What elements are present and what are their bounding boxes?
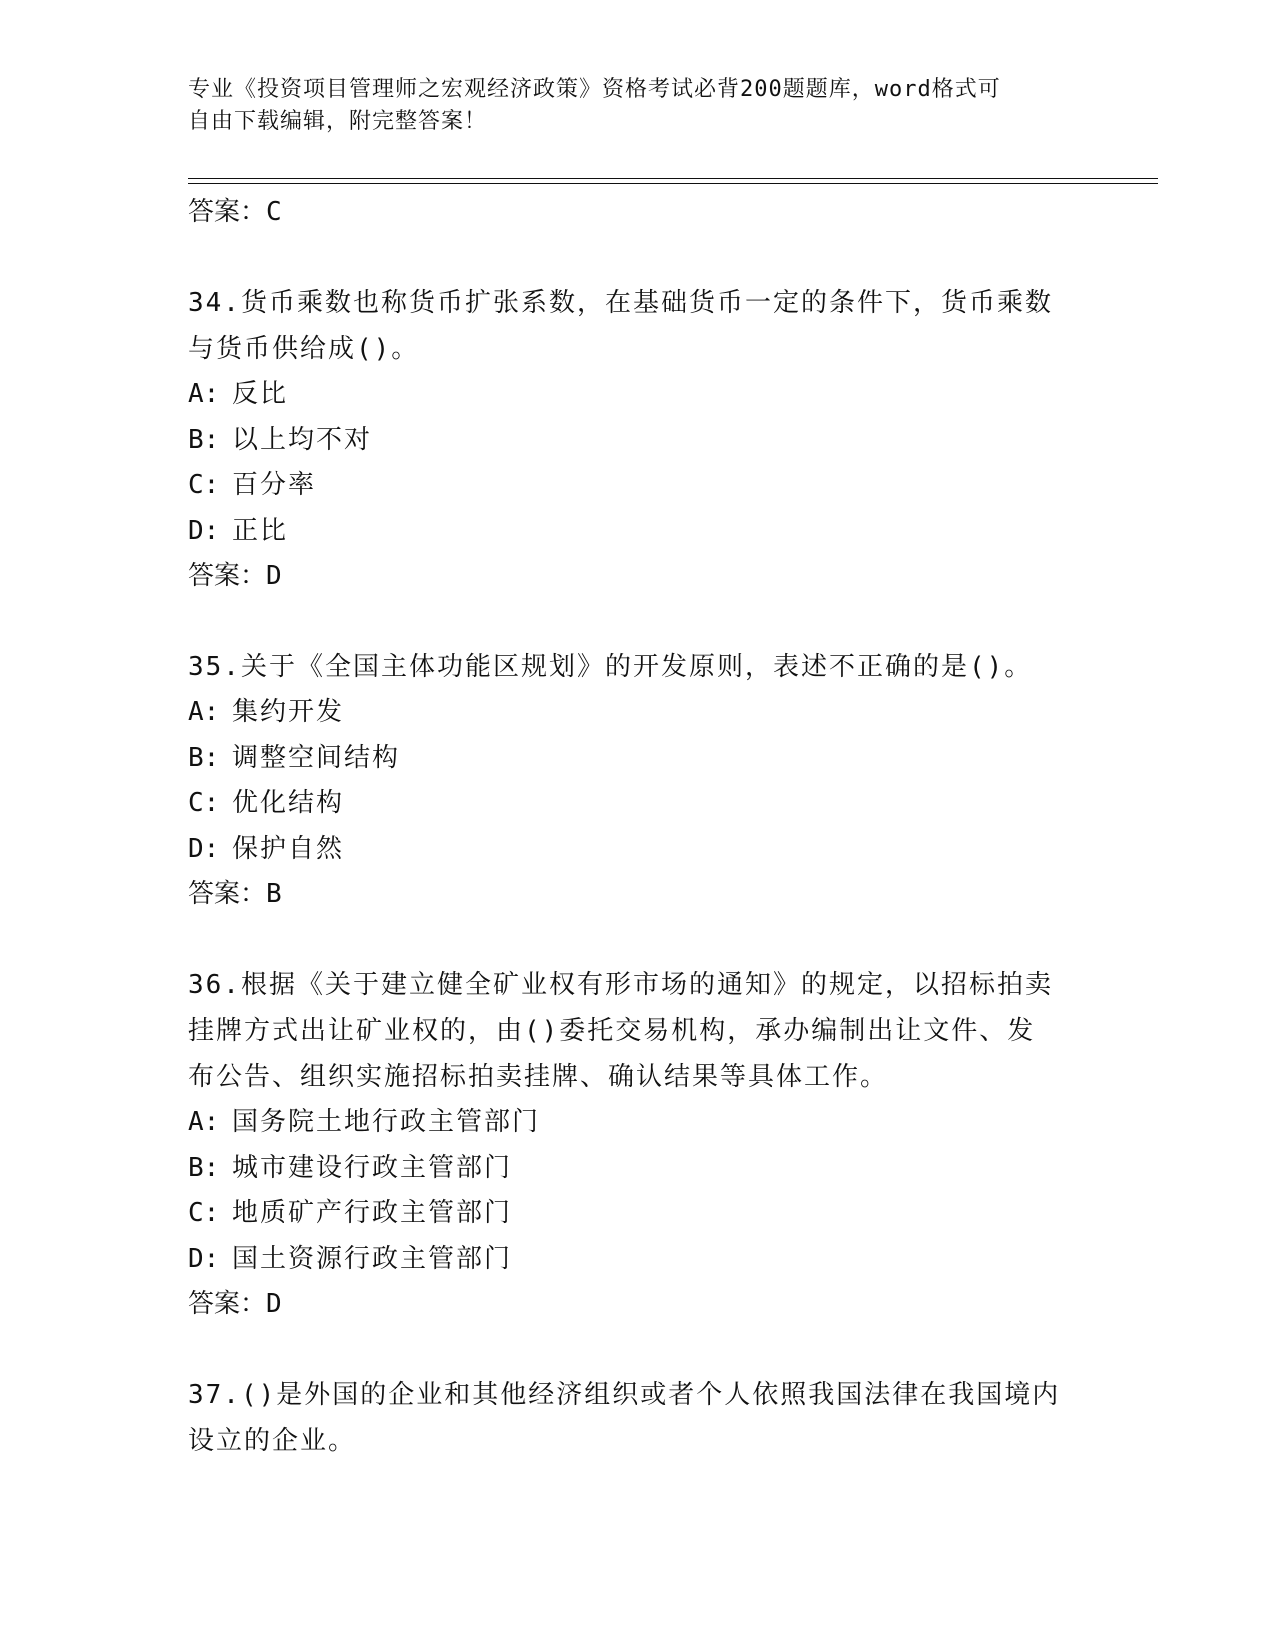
option-item (188, 509, 1088, 555)
question-gap (188, 234, 1088, 280)
option-text: 反比 (232, 379, 289, 409)
question-text-line: 与货币供给成()。 (188, 334, 420, 364)
answer-line (188, 872, 1088, 916)
option-text: 优化结构 (232, 788, 345, 818)
answer-value: C (266, 197, 282, 227)
question-block (188, 280, 1088, 598)
option-letter: A: (188, 1107, 220, 1137)
header-line-1: 专业《投资项目管理师之宏观经济政策》资格考试必背200题题库，word格式可 (188, 77, 1001, 102)
option-item (188, 463, 1088, 509)
option-letter: D: (188, 515, 220, 546)
answer-value: D (266, 1289, 282, 1319)
question-block (188, 644, 1088, 916)
header-rule-secondary (188, 183, 1158, 184)
option-item (188, 1100, 1088, 1146)
option-text: 集约开发 (232, 697, 345, 727)
question-gap (188, 598, 1088, 644)
question-text-line: 设立的企业。 (188, 1426, 357, 1456)
option-letter: B: (188, 1152, 220, 1183)
option-item (188, 736, 1088, 782)
question-text-line: 37.()是外国的企业和其他经济组织或者个人依照我国法律在我国境内 (188, 1380, 1061, 1410)
option-item (188, 1237, 1088, 1283)
option-letter: D: (188, 1243, 220, 1274)
option-text: 地质矿产行政主管部门 (232, 1198, 513, 1228)
option-text: 城市建设行政主管部门 (232, 1152, 513, 1183)
option-text: 保护自然 (232, 833, 345, 864)
header-rule (188, 178, 1158, 179)
question-block (188, 1372, 1088, 1464)
answer-line (188, 1282, 1088, 1326)
question-text-line: 布公告、组织实施招标拍卖挂牌、确认结果等具体工作。 (188, 1062, 889, 1092)
document-header (188, 74, 1068, 138)
option-letter: D: (188, 833, 220, 864)
option-letter: A: (188, 379, 220, 409)
answer-line (188, 190, 1088, 234)
option-text: 调整空间结构 (232, 742, 401, 773)
option-text: 国务院土地行政主管部门 (232, 1107, 541, 1137)
question-gap (188, 916, 1088, 962)
option-text: 正比 (232, 515, 289, 546)
answer-label: 答案： (188, 561, 267, 591)
option-text: 百分率 (232, 470, 317, 500)
question-block (188, 962, 1088, 1326)
answer-value: B (266, 879, 282, 909)
option-letter: C: (188, 470, 220, 500)
option-item (188, 827, 1088, 873)
question-list (188, 190, 1088, 1464)
option-item (188, 1146, 1088, 1192)
header-line-2: 自由下载编辑，附完整答案！ (188, 109, 488, 134)
option-letter: C: (188, 1198, 220, 1228)
option-item (188, 418, 1088, 464)
answer-label: 答案： (188, 197, 267, 227)
question-text-line: 挂牌方式出让矿业权的，由()委托交易机构，承办编制出让文件、发 (188, 1016, 1036, 1046)
option-item (188, 781, 1088, 827)
option-letter: B: (188, 424, 220, 455)
option-item (188, 690, 1088, 736)
answer-label: 答案： (188, 879, 267, 909)
question-text-line: 35.关于《全国主体功能区规划》的开发原则，表述不正确的是()。 (188, 652, 1033, 682)
option-letter: A: (188, 697, 220, 727)
question-gap (188, 1326, 1088, 1372)
option-letter: B: (188, 742, 220, 773)
option-item (188, 1191, 1088, 1237)
option-letter: C: (188, 788, 220, 818)
question-text-line: 34.货币乘数也称货币扩张系数，在基础货币一定的条件下，货币乘数 (188, 288, 1053, 318)
question-text-line: 36.根据《关于建立健全矿业权有形市场的通知》的规定，以招标拍卖 (188, 970, 1053, 1000)
option-text: 以上均不对 (232, 424, 373, 455)
answer-value: D (266, 561, 282, 591)
answer-label: 答案： (188, 1289, 267, 1319)
answer-line (188, 554, 1088, 598)
option-text: 国土资源行政主管部门 (232, 1243, 513, 1274)
option-item (188, 372, 1088, 418)
